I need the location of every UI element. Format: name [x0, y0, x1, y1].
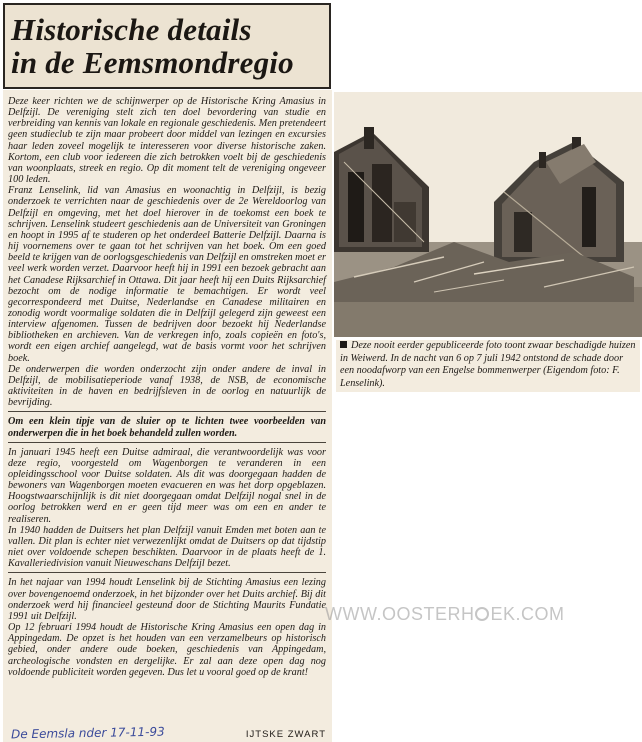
intro-paragraph: Deze keer richten we de schijnwerper op de Historische Kring Amasius in Delfzijl. De vereniging stelt zich ten doel bevordering van studie en verbreiding van kennis van lokale en regionale geschiedenis. Men pretendeert geen studieclub te zijn maar probeert door middel van lezingen en excursies haar leden zoveel mogelijk te interesseren voor diverse historische zaken. Kortom, een club voor iedereen die zich betrokken voelt bij de geschiedenis van woonplaats, streek en regio. Op dit moment telt de vereniging ongeveer 100 leden.: [8, 96, 326, 186]
topics-paragraph: De onderwerpen die worden onderzocht zijn onder andere de inval in Delfzijl, de mobilisatieperiode vanaf 1938, de NSB, de economische aktiviteiten in de haven en bedrijfsleven in de oorlog en natuurlijk de bevrijding.: [8, 363, 326, 409]
divider: [8, 411, 326, 412]
headline-line-1: Historische details: [11, 12, 252, 47]
divider: [8, 572, 326, 573]
paragraph-1945: In januari 1945 heeft een Duitse admiraal, die verantwoordelijk was voor deze regio, voorgesteld om Wagenborgen te veranderen in een opleidingsschool voor Duitse soldaten. Als dit was doorgegaan hadden de bewoners van Wagenborgen moeten evacueren en was het dorp opgeblazen. Hoogstwaarschijnlijk is dit niet doorgegaan omdat Delfzijl nogal snel in de oorlog betrokken werd en er geen tijd meer was om een en ander te realiseren.: [8, 446, 326, 525]
watermark-text-start: WWW.OOSTERH: [325, 604, 475, 624]
byline: IJTSKE ZWART: [245, 729, 326, 740]
headline-line-2: in de Eemsmondregio: [11, 45, 294, 80]
handwritten-source-note: De Eemsla nder 17-11-93: [10, 724, 165, 742]
paragraph-1994: In het najaar van 1994 houdt Lenselink bij de Stichting Amasius een lezing over bovengenoemd onderzoek, in het bijzonder over het Duits archief. Bij dit onderzoek werd hij financieel gesteund door de Stichting Maurits Fundatie 1991 uit Delfzijl.: [8, 577, 326, 622]
bold-lead: Om een klein tipje van de sluier op te lichten twee voorbeelden van onderwerpen die in het boek behandeld zullen worden.: [8, 416, 326, 439]
lenselink-paragraph: Franz Lenselink, lid van Amasius en woonachtig in Delfzijl, is bezig onderzoek te verrichten naar de geschiedenis over de 2e Wereldoorlog van Delfzijl en omgeving, met het doel hierover in de toekomst een boek te schrijven. Lenselink studeert geschiedenis aan de Universiteit van Groningen en hoopt in 1995 af te studeren op het onderdeel Batterie Delfzijl. Daarna is hij voornemens over te gaan tot het schrijven van het boek. Om een goed beeld te krijgen van de oorlogsgeschiedenis van Delfzijl en omstreken moet er veel werk worden verzet. Daarvoor heeft hij in 1991 een bezoek gebracht aan het Canadese Rijksarchief in Ottawa. Dit jaar heeft hij een Duits Rijksarchief bezocht om de nodige informatie te bemachtigen. Er wordt veel gecorrespondeerd met Duitse, Nederlandse en Canadese militairen en zonodig wordt voormalige soldaten die in Delfzijl gelegerd zijn geweest een interview afgenomen. Tussen de bedrijven door bezoekt hij Nederlandse bibliotheken en archieven. Van de verkregen info, zoals copieën en foto's, wordt een eigen archief aangelegd, wat de basis vormt voor het schrijven boek.: [8, 185, 326, 364]
caption-bullet: [340, 341, 347, 348]
headline-box: [3, 3, 331, 89]
paragraph-open-day: Op 12 februari 1994 houdt de Historische Kring Amasius een open dag in Appingedam. De opzet is het houden van een verzamelbeurs op historisch gebied, onder andere oude boeken, geschiedenis van Appingedam, archeologische vondsten en dergelijke. Er zal aan deze open dag nog voldoende publiciteit worden gegeven. Dus let u vooral goed op de krant!: [8, 622, 326, 678]
article-column: [3, 90, 332, 742]
watermark: [325, 604, 565, 625]
paragraph-1940: In 1940 hadden de Duitsers het plan Delfzijl vanuit Emden met boten aan te vallen. Dit plan is echter niet verwezenlijkt omdat de Duitsers op dat tijdstip niet over voldoende schepen beschikten. Daarvoor in de plaats heeft de 1. Kavalleriedivision vanuit Nieuweschans Delfzijl bezet.: [8, 524, 326, 570]
divider: [8, 442, 326, 443]
photo-caption: [336, 340, 640, 392]
signature-row: [3, 724, 332, 742]
watermark-text-end: EK.COM: [490, 604, 565, 624]
clock-icon: [475, 607, 489, 621]
photo-damaged-houses: [334, 92, 642, 337]
headline: [5, 5, 329, 79]
photo-illustration: [334, 92, 642, 337]
photo-caption-text: Deze nooit eerder gepubliceerde foto toont zwaar beschadigde huizen in Weiwerd. In de nacht van 6 op 7 juli 1942 ontstond de schade door een noodafworp van een Engelse bommenwerper (Eigendom foto: F. Lenselink).: [340, 340, 636, 389]
